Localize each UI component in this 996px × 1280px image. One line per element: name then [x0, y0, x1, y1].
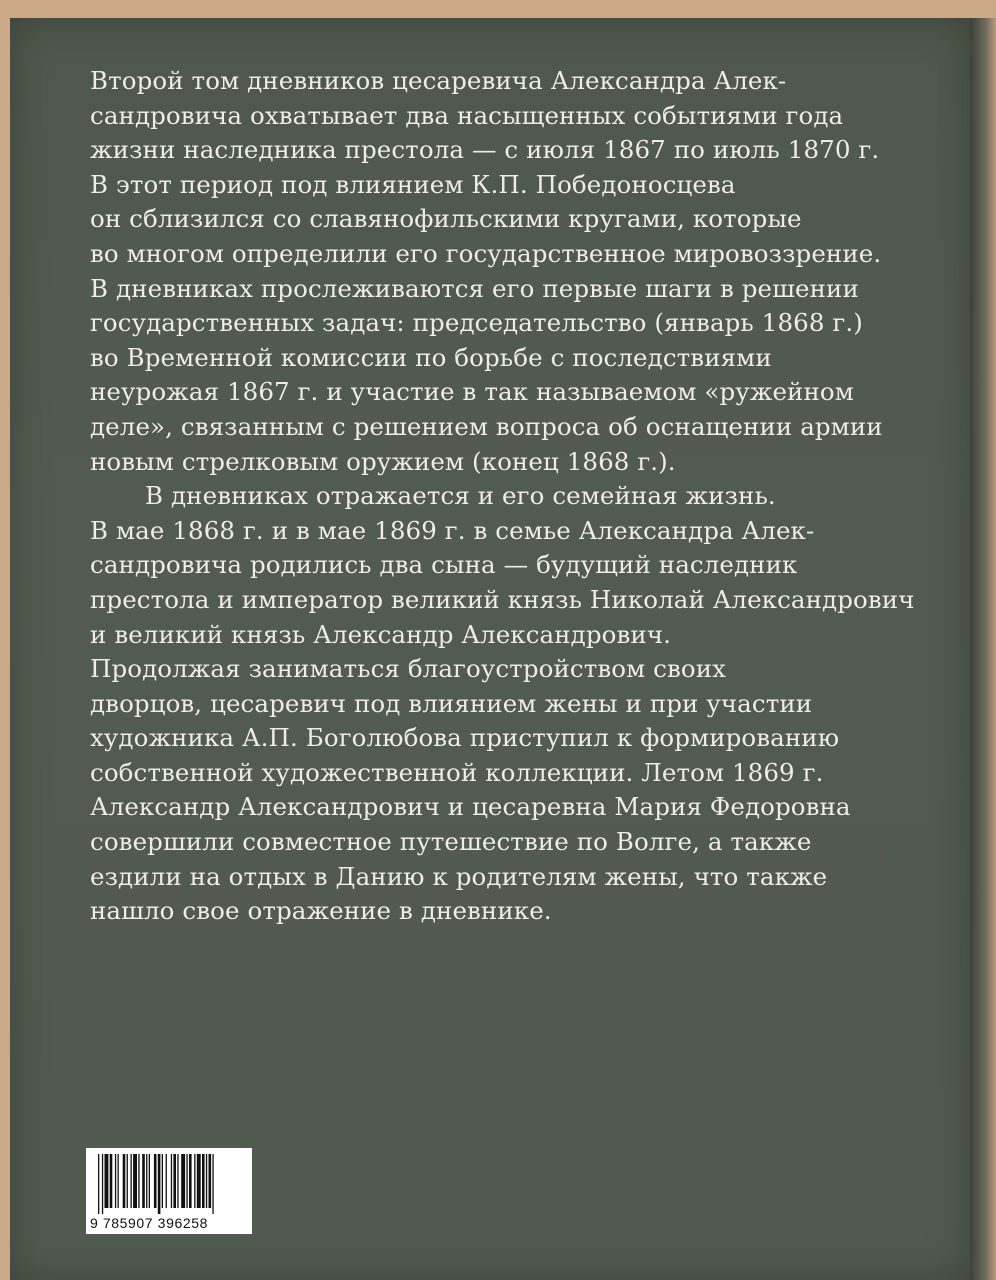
barcode-bar — [158, 1154, 161, 1214]
barcode-bar — [105, 1154, 109, 1208]
text-line: во Временной комиссии по борьбе с последствиями — [90, 342, 772, 372]
barcode-bar — [149, 1154, 150, 1208]
book-spine-edge — [970, 18, 996, 1280]
text-line: сандровича охватывает два насыщенных событиями года — [90, 100, 844, 130]
text-line: деле», связанным с решением вопроса об оснащении армии — [90, 411, 883, 441]
barcode-bar — [133, 1154, 137, 1208]
barcode-bar — [194, 1154, 195, 1208]
text-line: В дневниках прослеживаются его первые шаги в решении — [90, 273, 859, 303]
barcode-bar — [171, 1154, 172, 1208]
barcode-bar — [166, 1154, 167, 1208]
barcode-bar — [202, 1154, 205, 1208]
barcode-bar — [115, 1154, 116, 1208]
barcode-bar — [131, 1154, 132, 1208]
barcode-bar — [98, 1154, 99, 1214]
barcode-bar — [154, 1154, 157, 1208]
barcode-bar — [138, 1154, 139, 1208]
barcode-bar — [162, 1154, 163, 1208]
text-line: дворцов, цесаревич под влиянием жены и при участии — [90, 688, 813, 718]
text-line: совершили совместное путешествие по Волге, а также — [90, 827, 812, 857]
isbn-digits: 9 785907 396258 — [90, 1215, 208, 1231]
barcode-bar — [110, 1154, 113, 1208]
text-line: Второй том дневников цесаревича Александра Алек- — [90, 66, 787, 95]
barcode-bar — [127, 1154, 128, 1208]
text-line: новым стрелковым оружием (конец 1868 г.). — [90, 446, 676, 476]
barcode-bar — [181, 1154, 185, 1208]
text-line: неурожая 1867 г. и участие в так называемом «ружейном — [90, 377, 854, 407]
text-line: Александр Александрович и цесаревна Мария Федоровна — [90, 792, 851, 822]
text-line: художника А.П. Боголюбова приступил к формированию — [90, 723, 840, 753]
barcode-bar — [186, 1154, 187, 1208]
barcode-bar — [197, 1154, 201, 1208]
text-line: государственных задач: председательство (январь 1868 г.) — [90, 308, 863, 338]
barcode-bar — [123, 1154, 126, 1208]
barcode-bar — [209, 1154, 212, 1208]
isbn-barcode — [86, 1148, 252, 1234]
barcode-bar — [142, 1154, 145, 1208]
annotation-text — [90, 64, 915, 929]
text-line: В этот период под влиянием К.П. Победоносцева — [90, 169, 736, 199]
barcode-bar — [189, 1154, 192, 1208]
barcode-bar — [206, 1154, 207, 1208]
text-line: он сблизился со славянофильскими кругами, которые — [90, 204, 802, 234]
barcode-bars — [86, 1148, 252, 1216]
barcode-bar — [118, 1154, 119, 1208]
barcode-bar — [173, 1154, 176, 1208]
text-line: ездили на отдых в Данию к родителям жены, что также — [90, 861, 828, 891]
text-line: Продолжая заниматься благоустройством своих — [90, 654, 727, 684]
barcode-bar — [146, 1154, 147, 1208]
text-line: престола и император великий князь Николай Александрович — [90, 584, 915, 614]
text-line: собственной художественной коллекции. Летом 1869 г. — [90, 757, 824, 787]
barcode-bar — [102, 1154, 103, 1214]
text-line: сандровича родились два сына — будущий наследник — [90, 550, 798, 580]
barcode-bar — [177, 1154, 178, 1208]
barcode-bar — [212, 1154, 213, 1214]
text-line: во многом определили его государственное мировоззрение. — [90, 238, 882, 268]
text-line: жизни наследника престола — с июля 1867 по июль 1870 г. — [90, 135, 880, 165]
text-line: В дневниках отражается и его семейная жизнь. — [145, 481, 776, 511]
text-line: В мае 1868 г. и в мае 1869 г. в семье Александра Алек- — [90, 515, 815, 545]
text-line: и великий князь Александр Александрович. — [90, 619, 672, 649]
text-line: нашло свое отражение в дневнике. — [90, 896, 552, 926]
